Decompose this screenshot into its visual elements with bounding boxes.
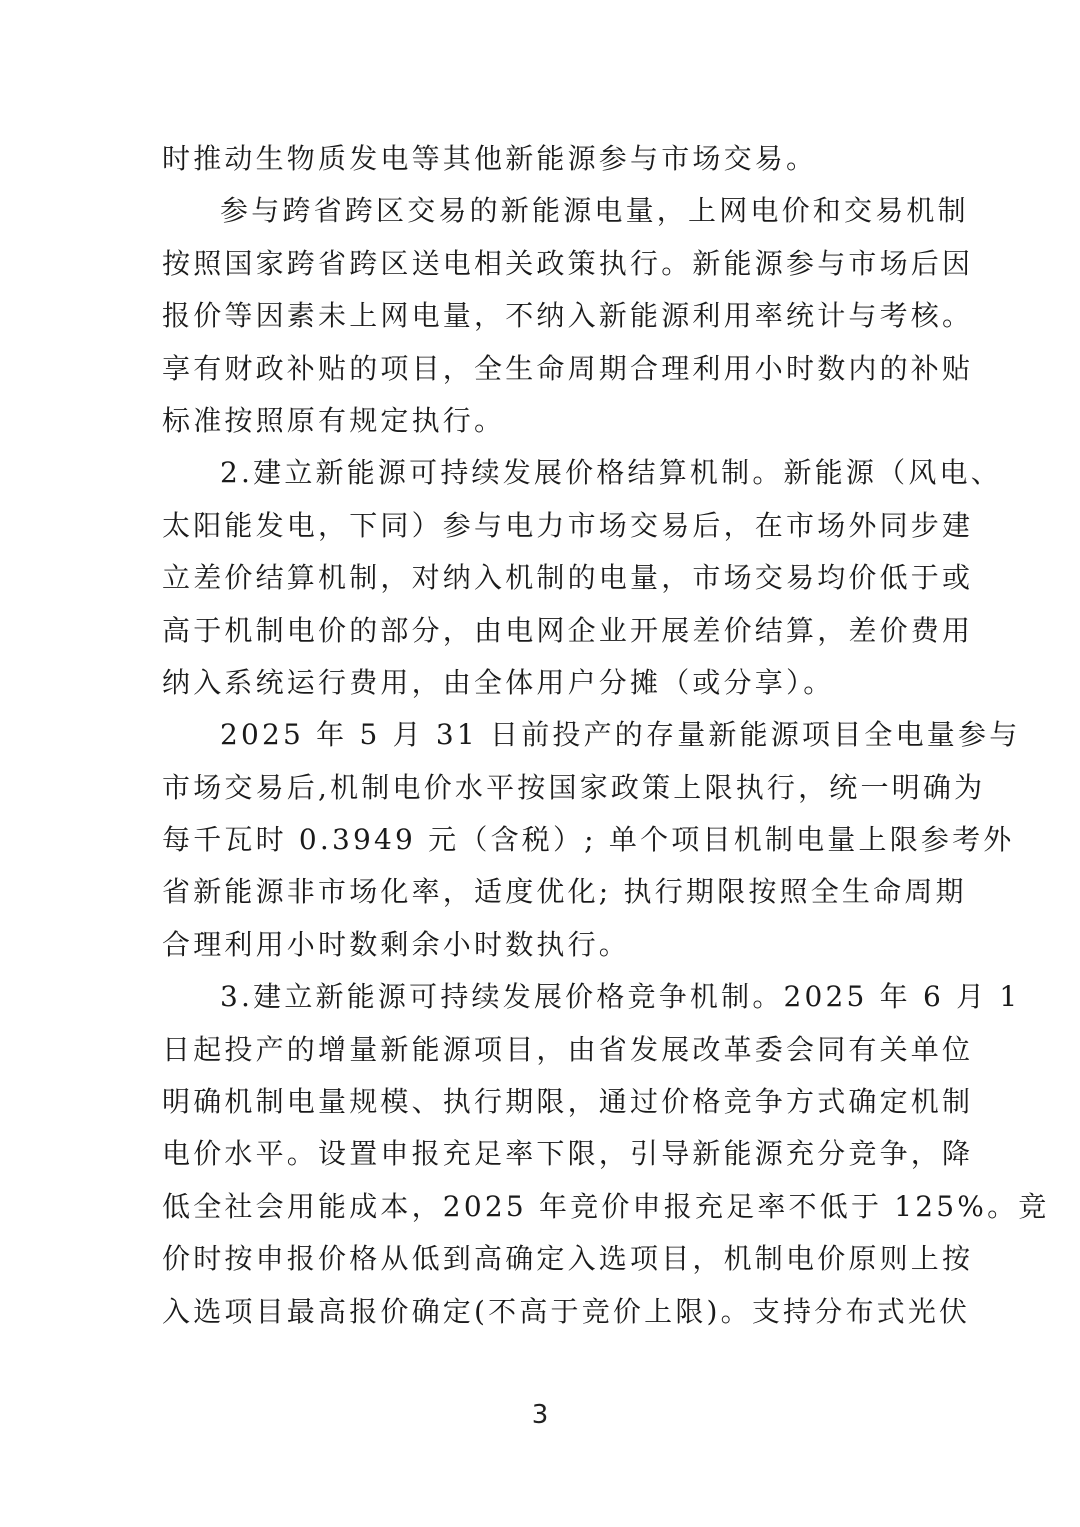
page-number: 3 (531, 1400, 549, 1430)
text-line: 合理利用小时数剩余小时数执行。 (162, 927, 631, 961)
text-line: 2025 年 5 月 31 日前投产的存量新能源项目全电量参与 (220, 718, 1021, 752)
text-line: 太阳能发电，下同）参与电力市场交易后，在市场外同步建 (162, 508, 974, 542)
text-line: 入选项目最高报价确定(不高于竞价上限)。支持分布式光伏 (162, 1294, 971, 1328)
text-line: 电价水平。设置申报充足率下限，引导新能源充分竞争，降 (162, 1137, 974, 1171)
text-line: 立差价结算机制，对纳入机制的电量，市场交易均价低于或 (162, 561, 974, 595)
text-line: 市场交易后,机制电价水平按国家政策上限执行，统一明确为 (162, 770, 986, 804)
text-line: 每千瓦时 0.3949 元（含税）; 单个项目机制电量上限参考外 (162, 823, 1015, 857)
text-line: 享有财政补贴的项目，全生命周期合理利用小时数内的补贴 (162, 351, 974, 385)
text-line: 时推动生物质发电等其他新能源参与市场交易。 (162, 142, 818, 175)
text-line: 省新能源非市场化率，适度优化; 执行期限按照全生命周期 (162, 875, 967, 909)
text-line: 低全社会用能成本，2025 年竞价申报充足率不低于 125%。竞 (162, 1189, 1050, 1223)
text-line: 标准按照原有规定执行。 (162, 403, 506, 437)
text-line: 纳入系统运行费用，由全体用户分摊（或分享）。 (162, 665, 835, 699)
text-line: 3.建立新能源可持续发展价格竞争机制。2025 年 6 月 1 (220, 980, 1021, 1014)
text-line: 高于机制电价的部分，由电网企业开展差价结算，差价费用 (162, 613, 974, 647)
text-line: 报价等因素未上网电量，不纳入新能源利用率统计与考核。 (162, 299, 974, 333)
text-line: 价时按申报价格从低到高确定入选项目，机制电价原则上按 (162, 1242, 974, 1276)
text-line: 按照国家跨省跨区送电相关政策执行。新能源参与市场后因 (162, 246, 974, 280)
text-line: 2.建立新能源可持续发展价格结算机制。新能源（风电、 (220, 456, 1002, 490)
text-line: 参与跨省跨区交易的新能源电量，上网电价和交易机制 (220, 194, 969, 228)
text-line: 日起投产的增量新能源项目，由省发展改革委会同有关单位 (162, 1032, 974, 1066)
text-line: 明确机制电量规模、执行期限，通过价格竞争方式确定机制 (162, 1085, 974, 1119)
body-text (162, 133, 1050, 1338)
